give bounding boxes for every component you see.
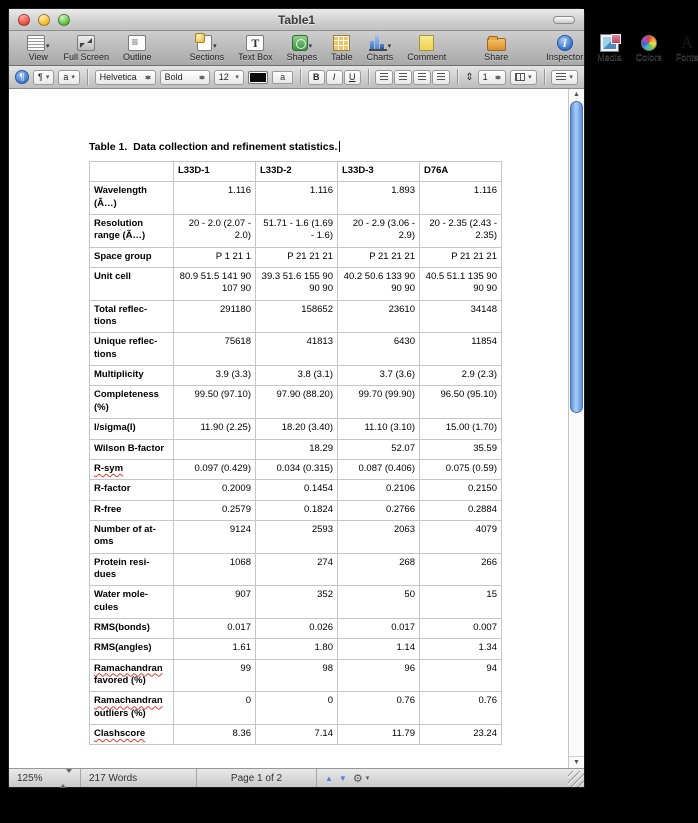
toolbar-item-label: View	[28, 52, 48, 62]
chevron-down-icon: ▾	[365, 775, 370, 782]
table-cell[interactable]: 99.50 (97.10)	[174, 386, 256, 419]
toolbar	[9, 31, 698, 66]
table-cell[interactable]: 1.116	[174, 182, 256, 215]
toolbar-item-outline[interactable]	[123, 33, 152, 62]
row-label[interactable]: R-factor	[90, 480, 174, 500]
toolbar-item-inspector[interactable]	[546, 33, 583, 62]
table-cell[interactable]: 80.9 51.5 141 90 107 90	[174, 268, 256, 301]
chevron-down-icon: ▾	[308, 43, 313, 50]
toolbar-item-label: Outline	[123, 52, 152, 62]
divider	[87, 69, 88, 85]
colors-icon	[641, 35, 657, 51]
zoom-level: 125%	[17, 772, 43, 784]
table-cell[interactable]: 0.76	[338, 692, 420, 725]
table-cell[interactable]: 1.116	[420, 182, 502, 215]
table-cell[interactable]: 158652	[256, 300, 338, 333]
table-row	[90, 182, 502, 215]
table-cell[interactable]: 41813	[256, 333, 338, 366]
document-page[interactable]	[9, 89, 568, 768]
align-left-button[interactable]	[375, 70, 393, 85]
table-cell[interactable]: 7.14	[256, 725, 338, 745]
table-cell[interactable]: 0	[174, 692, 256, 725]
document-title[interactable]	[89, 141, 568, 153]
table-cell[interactable]: 11.79	[338, 725, 420, 745]
table-cell[interactable]: 0.017	[174, 618, 256, 638]
table-cell[interactable]: 0.2009	[174, 480, 256, 500]
table-cell[interactable]: 0.2106	[338, 480, 420, 500]
align-right-button[interactable]	[413, 70, 431, 85]
table-row	[90, 366, 502, 386]
table-cell[interactable]: 1.14	[338, 639, 420, 659]
divider	[300, 69, 301, 85]
table-cell[interactable]: 99.70 (99.90)	[338, 386, 420, 419]
table-row	[90, 553, 502, 586]
toolbar-item-fonts[interactable]	[676, 33, 698, 62]
share-icon	[487, 38, 506, 51]
table-cell[interactable]: 1068	[174, 553, 256, 586]
toolbar-group	[546, 33, 698, 62]
table-cell[interactable]: 23610	[338, 300, 420, 333]
statistics-table	[89, 161, 502, 745]
row-label[interactable]: Wavelength (Ã…)	[90, 182, 174, 215]
chevron-down-icon: ▾	[569, 74, 573, 81]
table-cell[interactable]: 98	[256, 659, 338, 692]
table-cell[interactable]: 0.087 (0.406)	[338, 459, 420, 479]
toolbar-toggle-button[interactable]	[553, 16, 575, 24]
table-cell[interactable]: 15	[420, 586, 502, 619]
scroll-up-arrow[interactable]: ▲	[573, 91, 580, 98]
bold-button[interactable]: B	[308, 70, 325, 85]
table-cell[interactable]: 4079	[420, 520, 502, 553]
resize-grip[interactable]	[568, 771, 584, 787]
up-down-arrows-icon	[145, 72, 151, 83]
align-justify-button[interactable]	[432, 70, 450, 85]
table-cell[interactable]	[174, 439, 256, 459]
table-cell[interactable]: 11.90 (2.25)	[174, 419, 256, 439]
table-row	[90, 500, 502, 520]
table-cell[interactable]: 11854	[420, 333, 502, 366]
line-spacing-stepper[interactable]	[478, 70, 507, 85]
toolbar-group	[190, 33, 447, 62]
minimize-button[interactable]	[38, 14, 50, 26]
table-row	[90, 692, 502, 725]
table-row	[90, 300, 502, 333]
toolbar-item-label: Fonts	[675, 52, 698, 62]
table-cell[interactable]: 0.1454	[256, 480, 338, 500]
styles-drawer-icon[interactable]	[15, 70, 29, 84]
table-body	[90, 182, 502, 745]
table-cell[interactable]: 0.007	[420, 618, 502, 638]
font-size-value: 12	[218, 72, 229, 82]
toolbar-item-label: Media	[597, 52, 622, 62]
table-cell[interactable]: 15.00 (1.70)	[420, 419, 502, 439]
row-label[interactable]: RMS(bonds)	[90, 618, 174, 638]
table-cell[interactable]: 20 - 2.35 (2.43 - 2.35)	[420, 215, 502, 248]
table-cell[interactable]: 352	[256, 586, 338, 619]
font-size-dropdown[interactable]	[214, 70, 244, 85]
table-column-header[interactable]: L33D-1	[174, 162, 256, 182]
table-cell[interactable]: 274	[256, 553, 338, 586]
text-background-color-well[interactable]: a	[272, 71, 293, 84]
table-cell[interactable]: 94	[420, 659, 502, 692]
row-label[interactable]: Wilson B-factor	[90, 439, 174, 459]
table-header-row	[90, 162, 502, 182]
zoom-stepper-icon	[60, 773, 72, 784]
table-cell[interactable]: 266	[420, 553, 502, 586]
divider	[368, 69, 369, 85]
chevron-down-icon: ▾	[71, 74, 75, 81]
zoom-window-button[interactable]	[58, 14, 70, 26]
toolbar-item-share[interactable]	[484, 33, 508, 62]
document-title-text: Table 1. Data collection and refinement statistics.	[89, 141, 338, 153]
chevron-down-icon: ▾	[46, 43, 50, 50]
media-icon	[601, 35, 618, 51]
chevron-down-icon: ▾	[45, 74, 50, 81]
scroll-down-arrow[interactable]: ▼	[569, 756, 584, 768]
toolbar-item-label: Comment	[407, 52, 447, 62]
inspector-icon	[557, 35, 573, 51]
align-justify-icon	[437, 73, 445, 81]
table-row	[90, 480, 502, 500]
outline-icon	[128, 35, 146, 51]
document-area	[9, 89, 584, 768]
line-spacing-value: 1	[482, 72, 488, 82]
full-screen-icon	[77, 35, 95, 51]
table-cell[interactable]: 0.017	[338, 618, 420, 638]
row-label[interactable]: Unit cell	[90, 268, 174, 301]
typeface-dropdown[interactable]	[160, 70, 210, 85]
typeface-value: Bold	[164, 72, 183, 82]
table-row	[90, 386, 502, 419]
table-cell[interactable]: 0.2579	[174, 500, 256, 520]
table-row	[90, 247, 502, 267]
table-cell[interactable]: 0.075 (0.59)	[420, 459, 502, 479]
window-title: Table1	[277, 12, 316, 27]
table-cell[interactable]: P 1 21 1	[174, 247, 256, 267]
paragraph-style-dropdown[interactable]	[33, 70, 54, 85]
toolbar-item-sections[interactable]	[190, 33, 225, 62]
align-right-icon	[418, 73, 426, 81]
toolbar-item-label: Full Screen	[63, 52, 110, 62]
page-nav	[317, 769, 377, 787]
misspelled-word: R-sym	[94, 462, 124, 474]
word-count	[81, 769, 197, 787]
toolbar-item-fullscreen[interactable]	[64, 33, 110, 62]
chevron-down-icon: ▾	[235, 74, 239, 81]
table-cell[interactable]: P 21 21 21	[338, 247, 420, 267]
italic-button[interactable]: I	[326, 70, 343, 85]
table-cell[interactable]: 20 - 2.9 (3.06 - 2.9)	[338, 215, 420, 248]
up-down-arrows-icon	[495, 72, 501, 83]
table-cell[interactable]: 0.034 (0.315)	[256, 459, 338, 479]
table-icon	[333, 35, 350, 51]
table-column-header[interactable]	[90, 162, 174, 182]
misspelled-word: Ramachandran	[94, 662, 163, 674]
row-label[interactable]: Ramachandran outliers (%)	[90, 692, 174, 725]
chevron-down-icon: ▾	[387, 43, 392, 50]
align-center-icon	[399, 73, 407, 81]
table-cell[interactable]: 268	[338, 553, 420, 586]
shapes-icon	[292, 35, 308, 51]
table-cell[interactable]: 75618	[174, 333, 256, 366]
status-bar	[9, 768, 584, 787]
toolbar-item-label: Sections	[189, 52, 225, 62]
window-titlebar[interactable]	[9, 9, 584, 31]
table-cell[interactable]: 18.20 (3.40)	[256, 419, 338, 439]
table-cell[interactable]: 291180	[174, 300, 256, 333]
text-color-well[interactable]	[248, 71, 269, 84]
table-cell[interactable]: 0.026	[256, 618, 338, 638]
table-cell[interactable]: 11.10 (3.10)	[338, 419, 420, 439]
toolbar-item-colors[interactable]	[636, 33, 662, 62]
table-row	[90, 459, 502, 479]
row-label[interactable]: RMS(angles)	[90, 639, 174, 659]
row-label[interactable]: Completeness (%)	[90, 386, 174, 419]
table-cell[interactable]: 9124	[174, 520, 256, 553]
table-cell[interactable]: 39.3 51.6 155 90 90 90	[256, 268, 338, 301]
table-row	[90, 215, 502, 248]
list-icon	[556, 73, 566, 81]
table-cell[interactable]: 50	[338, 586, 420, 619]
row-label[interactable]: Water mole-cules	[90, 586, 174, 619]
table-cell[interactable]: 18.29	[256, 439, 338, 459]
row-label[interactable]: Number of at-oms	[90, 520, 174, 553]
table-row	[90, 520, 502, 553]
row-label[interactable]: Resolution range (Ã…)	[90, 215, 174, 248]
character-style-label: a	[63, 72, 69, 82]
table-cell[interactable]: 40.5 51.1 135 90 90 90	[420, 268, 502, 301]
font-family-value: Helvetica	[99, 72, 137, 82]
align-center-button[interactable]	[394, 70, 412, 85]
row-label[interactable]: Unique reflec-tions	[90, 333, 174, 366]
table-row	[90, 618, 502, 638]
table-cell[interactable]: 34148	[420, 300, 502, 333]
row-label[interactable]: Total reflec-tions	[90, 300, 174, 333]
scrollbar-thumb[interactable]	[570, 101, 583, 413]
columns-icon	[515, 73, 525, 81]
table-cell[interactable]: 0.1824	[256, 500, 338, 520]
table-column-header[interactable]: D76A	[420, 162, 502, 182]
table-column-header[interactable]: L33D-3	[338, 162, 420, 182]
divider	[544, 69, 545, 85]
table-cell[interactable]: 3.8 (3.1)	[256, 366, 338, 386]
table-cell[interactable]: 2063	[338, 520, 420, 553]
table-row	[90, 439, 502, 459]
font-family-dropdown[interactable]	[95, 70, 156, 85]
toolbar-item-view[interactable]	[27, 33, 50, 62]
toolbar-group	[27, 33, 152, 62]
toolbar-group	[484, 33, 508, 62]
table-column-header[interactable]: L33D-2	[256, 162, 338, 182]
row-label[interactable]: Space group	[90, 247, 174, 267]
row-label[interactable]: Multiplicity	[90, 366, 174, 386]
table-cell[interactable]: 2.9 (2.3)	[420, 366, 502, 386]
zoom-control[interactable]	[9, 769, 81, 787]
table-row	[90, 268, 502, 301]
line-spacing-icon: ⇕	[465, 71, 474, 83]
next-page-button[interactable]: ▼	[338, 773, 347, 783]
sections-icon	[197, 35, 212, 51]
divider	[457, 69, 458, 85]
row-label[interactable]: Ramachandran favored (%)	[90, 659, 174, 692]
table-cell[interactable]: 3.7 (3.6)	[338, 366, 420, 386]
table-cell[interactable]: 51.71 - 1.6 (1.69 - 1.6)	[256, 215, 338, 248]
pages-window	[8, 8, 698, 788]
align-left-icon	[380, 73, 388, 81]
view-icon	[27, 35, 45, 51]
row-label[interactable]: Protein resi-dues	[90, 553, 174, 586]
table-row	[90, 586, 502, 619]
toolbar-item-label: Inspector	[546, 52, 584, 62]
table-cell[interactable]: P 21 21 21	[420, 247, 502, 267]
previous-page-button[interactable]: ▲	[325, 773, 333, 783]
table-row	[90, 333, 502, 366]
table-cell[interactable]: 0.2150	[420, 480, 502, 500]
word-count-label: 217 Words	[89, 772, 138, 784]
chevron-down-icon: ▾	[528, 74, 532, 81]
table-cell[interactable]: 35.59	[420, 439, 502, 459]
up-down-arrows-icon	[199, 72, 205, 83]
toolbar-item-label: Charts	[366, 52, 394, 62]
table-cell[interactable]: 6430	[338, 333, 420, 366]
underline-button[interactable]: U	[344, 70, 361, 85]
toolbar-item-comment[interactable]	[407, 33, 446, 62]
table-cell[interactable]: 23.24	[420, 725, 502, 745]
table-cell[interactable]: 8.36	[174, 725, 256, 745]
chevron-down-icon: ▾	[213, 43, 217, 50]
gear-icon[interactable]: ⚙	[352, 772, 363, 785]
paragraph-style-label: ¶	[38, 72, 43, 82]
columns-dropdown[interactable]	[510, 70, 537, 85]
character-style-dropdown[interactable]	[58, 70, 80, 85]
table-cell[interactable]: 1.116	[256, 182, 338, 215]
page-indicator	[197, 769, 317, 787]
table-cell[interactable]: 96.50 (95.10)	[420, 386, 502, 419]
table-cell[interactable]: 97.90 (88.20)	[256, 386, 338, 419]
table-cell[interactable]: P 21 21 21	[256, 247, 338, 267]
table-cell[interactable]: 1.34	[420, 639, 502, 659]
table-row	[90, 419, 502, 439]
table-cell[interactable]: 0.2766	[338, 500, 420, 520]
toolbar-item-charts[interactable]	[367, 33, 394, 62]
row-label[interactable]: R-free	[90, 500, 174, 520]
toolbar-item-table[interactable]	[331, 33, 353, 62]
table-cell[interactable]: 99	[174, 659, 256, 692]
table-cell[interactable]: 52.07	[338, 439, 420, 459]
vertical-scrollbar[interactable]	[568, 89, 584, 768]
table-cell[interactable]: 96	[338, 659, 420, 692]
misspelled-word: Clashscore	[94, 728, 146, 739]
table-cell[interactable]: 1.61	[174, 639, 256, 659]
table-row	[90, 725, 502, 745]
toolbar-item-textbox[interactable]	[238, 33, 273, 62]
row-label[interactable]: I/sigma(I)	[90, 419, 174, 439]
format-bar	[9, 66, 584, 89]
row-label[interactable]	[90, 725, 174, 745]
table-cell[interactable]: 2593	[256, 520, 338, 553]
table-cell[interactable]: 40.2 50.6 133 90 90 90	[338, 268, 420, 301]
table-cell[interactable]: 0.76	[420, 692, 502, 725]
close-button[interactable]	[18, 14, 30, 26]
table-cell[interactable]: 1.893	[338, 182, 420, 215]
table-cell[interactable]: 0	[256, 692, 338, 725]
fonts-icon	[678, 35, 696, 51]
table-cell[interactable]: 1.80	[256, 639, 338, 659]
table-cell[interactable]: 0.097 (0.429)	[174, 459, 256, 479]
table-cell[interactable]: 0.2884	[420, 500, 502, 520]
text-cursor	[339, 141, 340, 152]
toolbar-item-shapes[interactable]	[287, 33, 318, 62]
traffic-lights	[18, 14, 70, 26]
table-row	[90, 639, 502, 659]
toolbar-item-label: Share	[484, 52, 509, 62]
table-row	[90, 659, 502, 692]
row-label[interactable]	[90, 459, 174, 479]
toolbar-item-label: Table	[331, 52, 353, 62]
toolbar-item-media[interactable]	[597, 33, 622, 62]
text-box-icon	[246, 35, 264, 51]
page-indicator-label: Page 1 of 2	[230, 772, 283, 784]
comment-icon	[419, 35, 434, 51]
toolbar-item-label: Shapes	[286, 52, 318, 62]
list-style-dropdown[interactable]	[551, 70, 578, 85]
misspelled-word: Ramachandran	[94, 695, 163, 707]
toolbar-item-label: Text Box	[238, 52, 273, 62]
toolbar-item-label: Colors	[635, 52, 662, 62]
table-cell[interactable]: 20 - 2.0 (2.07 - 2.0)	[174, 215, 256, 248]
table-cell[interactable]: 907	[174, 586, 256, 619]
table-cell[interactable]: 3.9 (3.3)	[174, 366, 256, 386]
charts-icon	[369, 35, 387, 51]
